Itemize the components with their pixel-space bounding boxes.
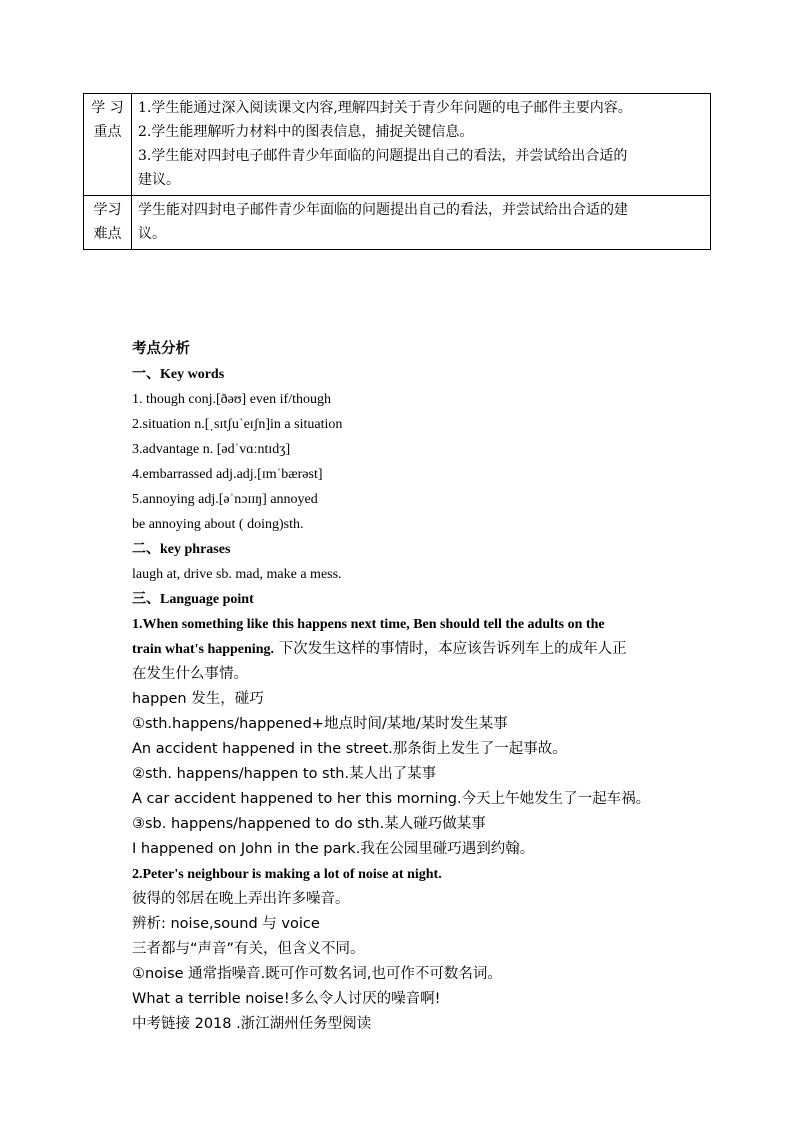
- phrases-line: laugh at, drive sb. mad, make a mess.: [132, 567, 342, 582]
- happen-usage-2: ②sth. happens/happen to sth.某人出了某事: [132, 766, 437, 782]
- label-line: 学习: [93, 202, 122, 218]
- label-line: 难点: [93, 226, 122, 242]
- content-line: 学生能对四封电子邮件青少年面临的问题提出自己的看法，并尝试给出合适的建: [138, 202, 628, 218]
- comparison-heading: 辨析: noise,sound 与 voice: [132, 916, 320, 932]
- table-row: [84, 196, 711, 250]
- happen-example-1: An accident happened in the street.那条街上发生了一起事故。: [132, 741, 567, 757]
- comparison-note: 三者都与“声音”有关，但含义不同。: [132, 941, 365, 957]
- keyword-item: 5.annoying adj.[əˈnɔɪɪŋ] annoyed: [132, 492, 318, 507]
- language-point-heading: 三、Language point: [132, 592, 254, 607]
- point-1-sentence-end: train what's happening.: [132, 642, 274, 657]
- analysis-section: [132, 337, 712, 1037]
- noise-example: What a terrible noise!多么令人讨厌的噪音啊!: [132, 991, 441, 1007]
- section-title: 考点分析: [132, 341, 190, 357]
- content-line: 议。: [138, 226, 166, 242]
- keyword-item: 1. though conj.[ðəʊ] even if/though: [132, 392, 331, 407]
- exam-link: 中考链接 2018 .浙江湖州任务型阅读: [132, 1016, 372, 1032]
- happen-usage-3: ③sb. happens/happened to do sth.某人碰巧做某事: [132, 816, 486, 832]
- point-1-translation-cont: 在发生什么事情。: [132, 666, 248, 682]
- happen-example-3: I happened on John in the park.我在公园里碰巧遇到约翰。: [132, 841, 535, 857]
- row-content-key-points: [132, 94, 711, 196]
- keyword-item: 2.situation n.[ˌsɪtʃuˈeɪʃn]in a situation: [132, 417, 343, 432]
- content-line: 建议。: [138, 172, 180, 188]
- content-line: 2.学生能理解听力材料中的图表信息，捕捉关键信息。: [138, 124, 474, 140]
- row-label-key-points: [84, 94, 132, 196]
- content-line: 1.学生能通过深入阅读课文内容,理解四封关于青少年问题的电子邮件主要内容。: [138, 100, 632, 116]
- noise-usage: ①noise 通常指噪音.既可作可数名词,也可作不可数名词。: [132, 966, 502, 982]
- happen-example-2: A car accident happened to her this morning.今天上午她发生了一起车祸。: [132, 791, 651, 807]
- point-2-sentence: 2.Peter's neighbour is making a lot of noise at night.: [132, 867, 442, 882]
- row-label-difficulties: [84, 196, 132, 250]
- point-1-translation: 下次发生这样的事情时，本应该告诉列车上的成年人正: [273, 641, 627, 657]
- label-line: 重点: [93, 124, 122, 140]
- point-2-translation: 彼得的邻居在晚上弄出许多噪音。: [132, 891, 350, 907]
- happen-heading: happen 发生，碰巧: [132, 691, 264, 707]
- study-goals-table: [83, 93, 711, 250]
- label-line: 学 习: [91, 100, 124, 116]
- key-words-heading: 一、Key words: [132, 367, 225, 382]
- content-line: 3.学生能对四封电子邮件青少年面临的问题提出自己的看法，并尝试给出合适的: [138, 148, 628, 164]
- row-content-difficulties: [132, 196, 711, 250]
- key-phrases-heading: 二、key phrases: [132, 542, 231, 557]
- happen-usage-1: ①sth.happens/happened+地点时间/某地/某时发生某事: [132, 716, 508, 732]
- keyword-item: be annoying about ( doing)sth.: [132, 517, 304, 532]
- keyword-item: 3.advantage n. [ədˈvɑːntɪdʒ]: [132, 442, 291, 457]
- point-1-sentence: 1.When something like this happens next time, Ben should tell the adults on the: [132, 617, 605, 632]
- keyword-item: 4.embarrassed adj.adj.[ɪmˈbærəst]: [132, 467, 323, 482]
- table-row: [84, 94, 711, 196]
- point-1-sentence-cont: [132, 637, 712, 662]
